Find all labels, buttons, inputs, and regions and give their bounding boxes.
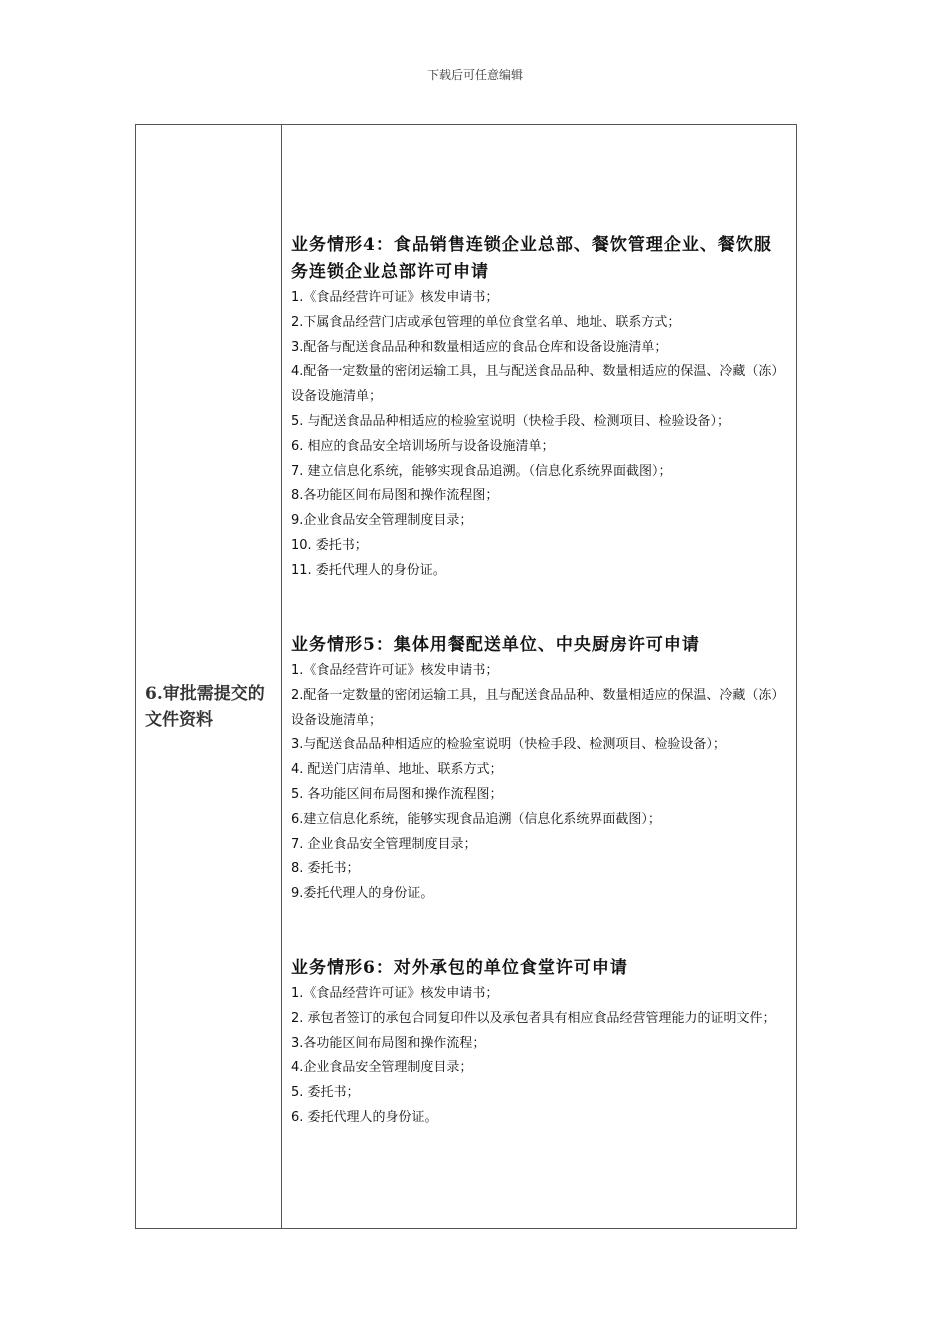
list-item: 7. 企业食品安全管理制度目录； [291,836,477,852]
list-item: 5. 各功能区间布局图和操作流程图； [291,786,503,802]
list-item: 4. 配送门店清单、地址、联系方式； [291,762,503,778]
list-item: 8.各功能区间布局图和操作流程图； [291,488,499,504]
list-item: 9.委托代理人的身份证。 [291,886,434,902]
list-item: 1.《食品经营许可证》核发申请书； [291,986,499,1001]
list-item: 3.各功能区间布局图和操作流程； [291,1035,486,1051]
list-item: 2.配备一定数量的密闭运输工具，且与配送食品品种、数量相适应的保温、冷藏（冻）设备设施清单； [291,687,778,728]
list-item: 8. 委托书； [291,861,360,877]
list-item: 5. 与配送食品品种相适应的检验室说明（快检手段、检测项目、检验设备）； [291,413,731,429]
list-item: 4.配备一定数量的密闭运输工具，且与配送食品品种、数量相适应的保温、冷藏（冻）设备设施清单； [291,364,778,405]
row-content-cell [282,125,796,1228]
list-item: 7. 建立信息化系统，能够实现食品追溯。（信息化系统界面截图）； [291,463,672,479]
list-item: 1.《食品经营许可证》核发申请书； [291,290,499,305]
requirements-table [135,124,797,1229]
list-item: 3.配备与配送食品品种和数量相适应的食品仓库和设备设施清单； [291,339,668,355]
page-header: 下载后可任意编辑 [426,68,523,82]
row-label-cell [136,125,282,1228]
section-6 [291,955,784,1131]
list-item: 3.与配送食品品种相适应的检验室说明（快检手段、检测项目、检验设备）； [291,737,726,753]
list-item: 10. 委托书； [291,537,368,553]
list-item: 4.企业食品安全管理制度目录； [291,1060,473,1076]
section-title: 业务情形4：食品销售连锁企业总部、餐饮管理企业、餐饮服务连锁企业总部许可申请 [291,235,772,282]
list-item: 2. 承包者签订的承包合同复印件以及承包者具有相应食品经营管理能力的证明文件； [291,1010,776,1026]
list-item: 6. 委托代理人的身份证。 [291,1109,438,1125]
section-4 [291,232,784,584]
list-item: 1.《食品经营许可证》核发申请书； [291,663,499,678]
section-title: 业务情形5：集体用餐配送单位、中央厨房许可申请 [291,635,700,655]
list-item: 6.建立信息化系统，能够实现食品追溯（信息化系统界面截图）； [291,811,661,827]
row-label: 6.审批需提交的文件资料 [145,684,265,730]
section-title: 业务情形6：对外承包的单位食堂许可申请 [291,958,628,978]
list-item: 11. 委托代理人的身份证。 [291,562,446,578]
list-item: 2.下属食品经营门店或承包管理的单位食堂名单、地址、联系方式； [291,314,681,330]
list-item: 6. 相应的食品安全培训场所与设备设施清单； [291,438,555,454]
list-item: 9.企业食品安全管理制度目录； [291,513,473,529]
section-5 [291,632,784,907]
list-item: 5. 委托书； [291,1085,360,1101]
